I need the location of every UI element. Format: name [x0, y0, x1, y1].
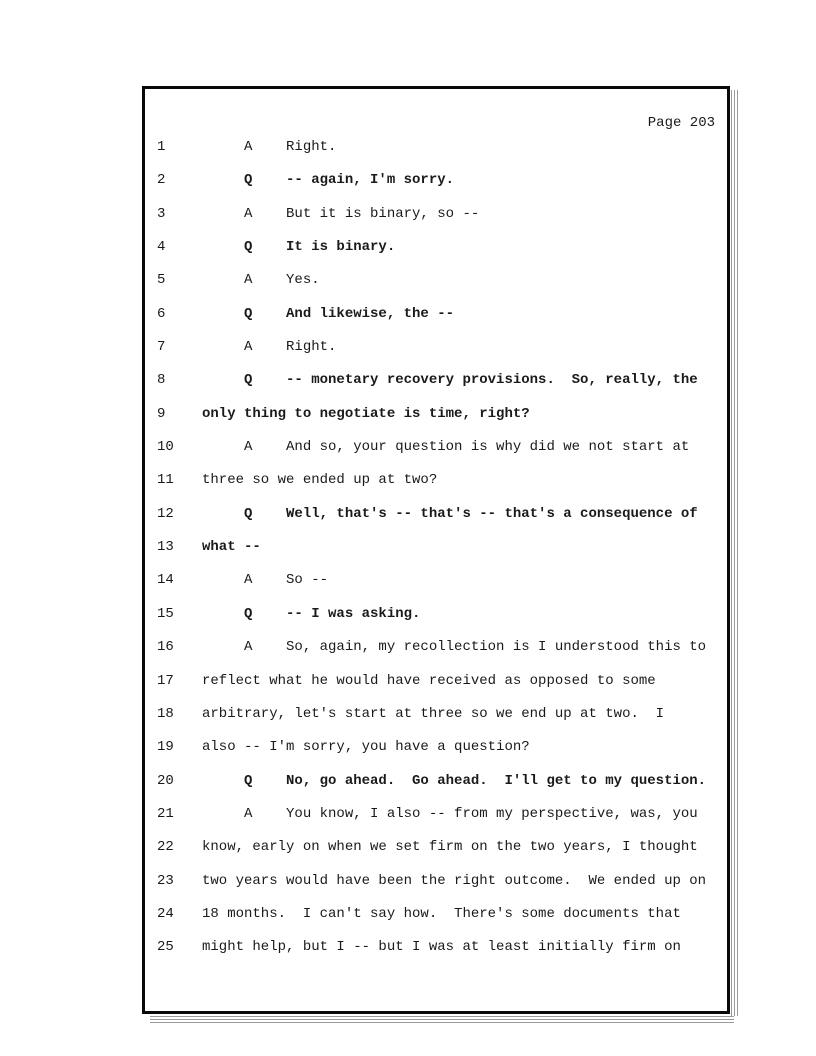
line-text: three so we ended up at two?: [202, 472, 438, 489]
line-text: A So --: [202, 572, 329, 589]
line-text: Q -- I was asking.: [202, 605, 421, 622]
line-number: 5: [157, 272, 166, 289]
line-number: 6: [157, 305, 166, 322]
transcript-sheet: [142, 86, 730, 1014]
transcript-line: [145, 139, 727, 172]
transcript-line: [145, 706, 727, 739]
transcript-line: [145, 739, 727, 772]
line-number: 21: [157, 805, 174, 822]
line-number: 3: [157, 205, 166, 222]
line-text: Q Well, that's -- that's -- that's a consequence of: [202, 505, 698, 522]
line-number: 13: [157, 539, 174, 556]
line-text: might help, but I -- but I was at least initially firm on: [202, 939, 681, 956]
line-number: 11: [157, 472, 174, 489]
transcript-lines: [145, 139, 727, 973]
line-number: 25: [157, 939, 174, 956]
line-text: A Right.: [202, 339, 337, 356]
line-text: what --: [202, 539, 261, 556]
line-number: 10: [157, 439, 174, 456]
transcript-line: [145, 839, 727, 872]
line-text: arbitrary, let's start at three so we end up at two. I: [202, 705, 665, 722]
transcript-line: [145, 939, 727, 972]
line-text: also -- I'm sorry, you have a question?: [202, 739, 530, 756]
line-text: A You know, I also -- from my perspective, was, you: [202, 805, 698, 822]
line-text: A So, again, my recollection is I understood this to: [202, 639, 707, 656]
transcript-line: [145, 339, 727, 372]
line-text: Q -- again, I'm sorry.: [202, 172, 455, 189]
line-number: 12: [157, 505, 174, 522]
line-number: 19: [157, 739, 174, 756]
line-number: 22: [157, 839, 174, 856]
line-text: reflect what he would have received as opposed to some: [202, 672, 656, 689]
transcript-line: [145, 806, 727, 839]
transcript-line: [145, 506, 727, 539]
line-text: Q And likewise, the --: [202, 305, 455, 322]
line-number: 4: [157, 239, 166, 256]
line-number: 8: [157, 372, 166, 389]
transcript-line: [145, 172, 727, 205]
line-number: 17: [157, 672, 174, 689]
line-text: two years would have been the right outcome. We ended up on: [202, 872, 707, 889]
page-number-label: Page 203: [647, 115, 715, 131]
line-text: 18 months. I can't say how. There's some documents that: [202, 905, 681, 922]
line-text: Q -- monetary recovery provisions. So, really, the: [202, 372, 698, 389]
line-number: 15: [157, 605, 174, 622]
transcript-line: [145, 539, 727, 572]
transcript-line: [145, 239, 727, 272]
page-stack-edge-bottom: [150, 1016, 734, 1023]
transcript-line: [145, 906, 727, 939]
line-number: 2: [157, 172, 166, 189]
line-text: know, early on when we set firm on the two years, I thought: [202, 839, 698, 856]
transcript-line: [145, 572, 727, 605]
transcript-line: [145, 639, 727, 672]
transcript-line: [145, 272, 727, 305]
line-number: 16: [157, 639, 174, 656]
line-number: 7: [157, 339, 166, 356]
transcript-line: [145, 206, 727, 239]
transcript-line: [145, 406, 727, 439]
line-text: A Yes.: [202, 272, 320, 289]
transcript-line: [145, 306, 727, 339]
transcript-line: [145, 472, 727, 505]
transcript-line: [145, 673, 727, 706]
transcript-line: [145, 606, 727, 639]
line-number: 18: [157, 705, 174, 722]
line-number: 1: [157, 139, 166, 155]
transcript-line: [145, 873, 727, 906]
transcript-line: [145, 773, 727, 806]
line-text: Q It is binary.: [202, 239, 396, 256]
line-text: A Right.: [202, 139, 337, 155]
line-text: Q No, go ahead. Go ahead. I'll get to my question.: [202, 772, 707, 789]
line-text: A But it is binary, so --: [202, 205, 480, 222]
line-text: A And so, your question is why did we not start at: [202, 439, 690, 456]
line-number: 23: [157, 872, 174, 889]
transcript-line: [145, 372, 727, 405]
line-number: 24: [157, 905, 174, 922]
page-stack-edge-right: [731, 90, 739, 1016]
line-number: 20: [157, 772, 174, 789]
transcript-line: [145, 439, 727, 472]
line-text: only thing to negotiate is time, right?: [202, 405, 530, 422]
line-number: 9: [157, 405, 166, 422]
line-number: 14: [157, 572, 174, 589]
